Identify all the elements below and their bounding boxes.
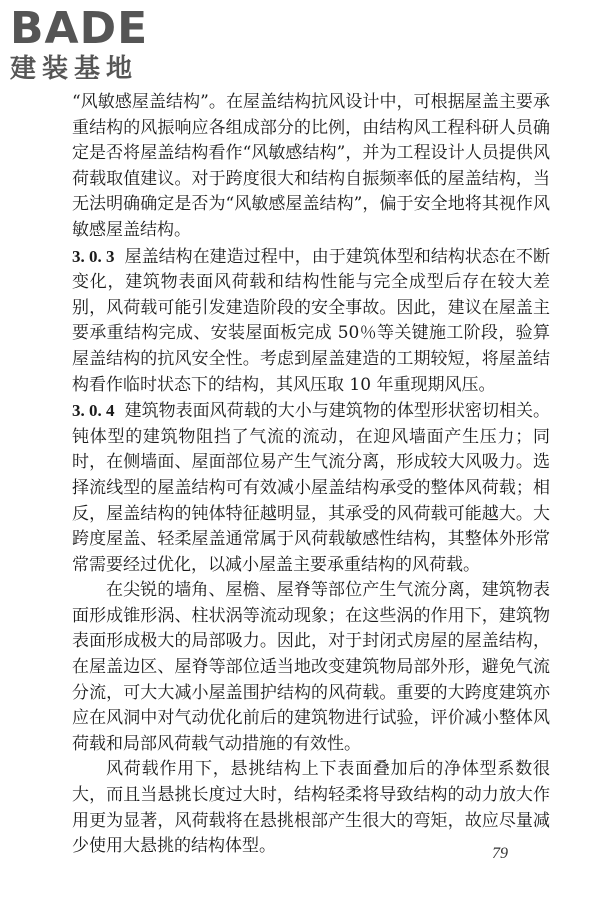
logo-latin-text: BADE xyxy=(10,3,149,54)
document-body xyxy=(72,90,550,860)
paragraph-text: “风敏感屋盖结构”。在屋盖结构抗风设计中，可根据屋盖主要承重结构的风振响应各组成部分的比例，由结构风工程科研人员确定是否将屋盖结构看作“风敏感结构”，并为工程设计人员提供风荷载取值建议。对于跨度很大和结构自振频率低的屋盖结构，当无法明确确定是否为“风敏感屋盖结构”，偏于安全地将其视作风敏感屋盖结构。 xyxy=(72,92,550,240)
clause-number: 3. 0. 4 xyxy=(72,401,115,421)
clause-3-0-3 xyxy=(72,244,550,399)
paragraph-vortex xyxy=(72,578,550,757)
clause-3-0-4 xyxy=(72,398,550,578)
bade-logo xyxy=(10,3,180,84)
paragraph-text: 建筑物表面风荷载的大小与建筑物的体型形状密切相关。钝体型的建筑物阻挡了气流的流动，在迎风墙面产生压力；同时，在侧墙面、屋面部位易产生气流分离，形成较大风吸力。选择流线型的屋盖结构可有效减小屋盖结构承受的整体风荷载；相反，屋盖结构的钝体特征越明显，其承受的风荷载可能越大。大跨度屋盖、轻柔屋盖通常属于风荷载敏感性结构，其整体外形常常需要经过优化，以减小屋盖主要承重结构的风荷载。 xyxy=(72,401,551,575)
page-number: 79 xyxy=(492,845,508,862)
paragraph-cantilever xyxy=(72,757,550,859)
clause-number: 3. 0. 3 xyxy=(72,246,115,266)
paragraph-text: 在尖锐的墙角、屋檐、屋脊等部位产生气流分离，建筑物表面形成锥形涡、柱状涡等流动现象；在这些涡的作用下，建筑物表面形成极大的局部吸力。因此，对于封闭式房屋的屋盖结构，在屋盖边区、屋脊等部位适当地改变建筑物局部外形，避免气流分流，可大大减小屋盖围护结构的风荷载。重要的大跨度建筑亦应在风洞中对气动优化前后的建筑物进行试验，评价减小整体风荷载和局部风荷载气动措施的有效性。 xyxy=(72,580,550,754)
logo-chinese-text: 建装基地 xyxy=(10,54,139,84)
paragraph-text: 风荷载作用下，悬挑结构上下表面叠加后的净体型系数很大，而且当悬挑长度过大时，结构轻柔将导致结构的动力放大作用更为显著，风荷载将在悬挑根部产生很大的弯矩，故应尽量减少使用大悬挑的结构体型。 xyxy=(72,759,550,857)
paragraph-text: 屋盖结构在建造过程中，由于建筑体型和结构状态在不断变化，建筑物表面风荷载和结构性能与完全成型后存在较大差别，风荷载可能引发建造阶段的安全事故。因此，建议在屋盖主要承重结构完成、安装屋面板完成 50％等关键施工阶段，验算屋盖结构的抗风安全性。考虑到屋盖建造的工期较短，将屋盖结构看作临时状态下的结构，其风压取 10 年重现期风压。 xyxy=(72,246,551,395)
paragraph-continuation xyxy=(72,90,550,244)
